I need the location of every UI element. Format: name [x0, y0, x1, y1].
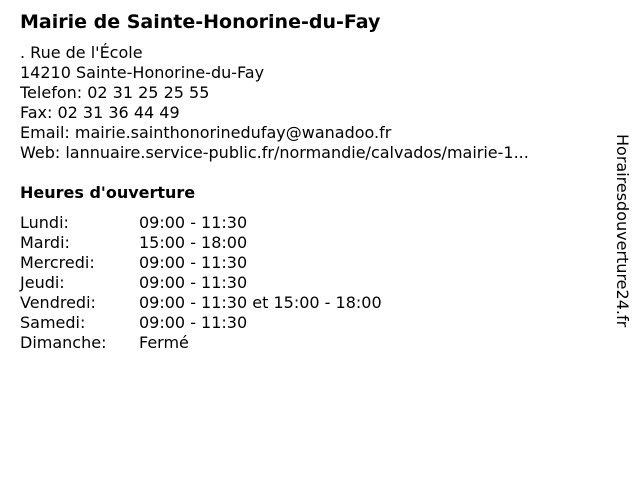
- day-label: Lundi:: [20, 213, 69, 232]
- time-value: Fermé: [139, 333, 189, 352]
- time-value: 09:00 - 11:30: [139, 313, 248, 332]
- page-title: Mairie de Sainte-Honorine-du-Fay: [20, 11, 381, 33]
- email-address[interactable]: Email: mairie.sainthonorinedufay@wanadoo.fr: [20, 123, 392, 142]
- phone-number[interactable]: Telefon: 02 31 25 25 55: [20, 83, 210, 102]
- day-label: Samedi:: [20, 313, 86, 332]
- time-value: 09:00 - 11:30: [139, 253, 248, 272]
- time-value: 09:00 - 11:30: [139, 273, 248, 292]
- address-city: 14210 Sainte-Honorine-du-Fay: [20, 63, 265, 82]
- day-label: Mardi:: [20, 233, 70, 252]
- fax-number: Fax: 02 31 36 44 49: [20, 103, 180, 122]
- website-link[interactable]: Web: lannuaire.service-public.fr/normandie/calvados/mairie-1...: [20, 143, 529, 162]
- opening-hours-heading: Heures d'ouverture: [20, 183, 196, 202]
- time-value: 09:00 - 11:30 et 15:00 - 18:00: [139, 293, 382, 312]
- site-watermark: Horairesdouverture24.fr: [613, 134, 632, 328]
- day-label: Jeudi:: [20, 273, 65, 292]
- day-label: Dimanche:: [20, 333, 107, 352]
- address-street: . Rue de l'École: [20, 43, 143, 62]
- time-value: 09:00 - 11:30: [139, 213, 248, 232]
- day-label: Mercredi:: [20, 253, 95, 272]
- time-value: 15:00 - 18:00: [139, 233, 248, 252]
- day-label: Vendredi:: [20, 293, 96, 312]
- contact-info: [20, 43, 529, 163]
